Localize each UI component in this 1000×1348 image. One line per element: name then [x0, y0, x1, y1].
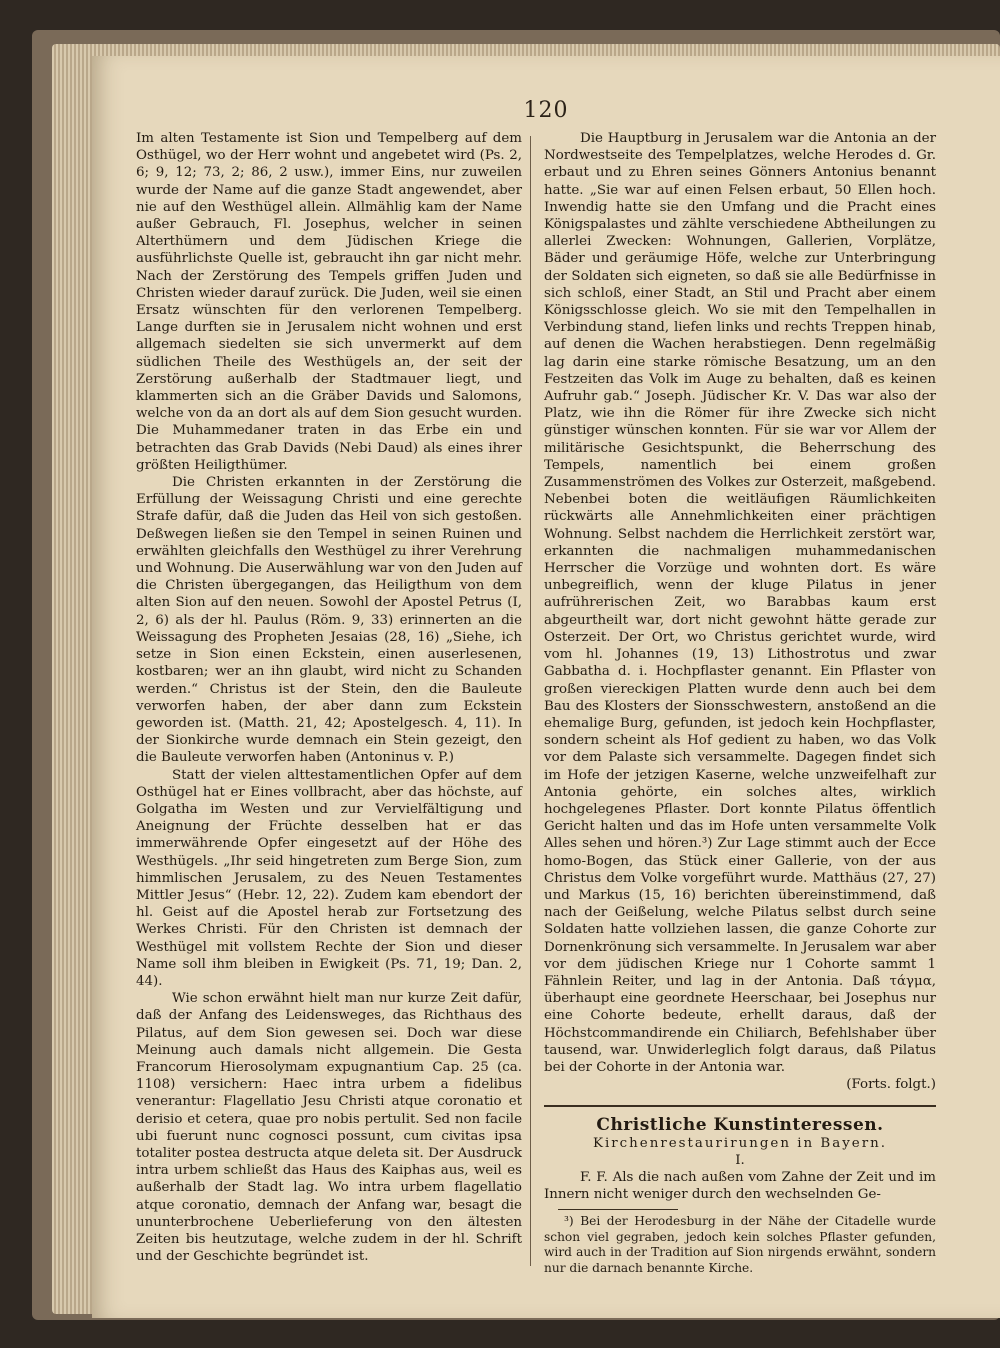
- paragraph: Statt der vielen alttestamentlichen Opfer auf dem Osthügel hat er Eines vollbracht, aber das höchste, auf Golgatha im Westen und zur Vervielfältigung und Aneignung der Früchte desselben hat er das immerwährende Opfer eingesetzt auf der Höhe des Westhügels. „Ihr seid hingetreten zum Berge Sion, zum himmlischen Jerusalem, zu des Neuen Testamentes Mittler Jesus“ (Hebr. 12, 22). Zudem kam ebendort der hl. Geist auf die Apostel herab zur Fortsetzung des Werkes Christi. Für den Christen ist demnach der Westhügel mit vollstem Rechte der Sion und dieser Name soll ihm bleiben in Ewigkeit (Ps. 71, 19; Dan. 2, 44).: [136, 767, 522, 989]
- paragraph: Die Hauptburg in Jerusalem war die Antonia an der Nordwestseite des Tempelplatzes, welche Herodes d. Gr. erbaut und zu Ehren seines Gönners Antonius benannt hatte. „Sie war auf einen Felsen erbaut, 50 Ellen hoch. Inwendig hatte sie den Umfang und die Pracht eines Königspalastes und zählte verschiedene Abtheilungen zu allerlei Zwecken: Wohnungen, Gallerien, Vorplätze, Bäder und geräumige Höfe, welche zur Unterbringung der Soldaten sich eigneten, so daß sie alle Bedürfnisse in sich schloß, einer Stadt, an Stil und Pracht aber einem Königsschlosse gleich. Wo sie mit den Tempelhallen in Verbindung stand, liefen links und rechts Treppen hinab, auf denen die Wachen herabstiegen. Denn regelmäßig lag darin eine starke römische Besatzung, um an den Festzeiten das Volk im Auge zu behalten, daß es keinen Aufruhr gab.“ Joseph. Jüdischer Kr. V. Das war also der Platz, wie ihn die Römer für ihre Zwecke sich nicht günstiger wünschen konnten. Für sie war vor Allem der militärische Gesichtspunkt, die Beherrschung des Tempels, namentlich bei einem großen Zusammenströmen des Volkes zur Osterzeit, maßgebend. Nebenbei boten die weitläufigen Räumlichkeiten rückwärts alle Annehmlichkeiten einer prächtigen Wohnung. Selbst nachdem die Herrlichkeit zerstört war, erkannten die nachmaligen muhammedanischen Herrscher die Vorzüge und wohnten dort. Es wäre unbegreiflich, wenn der kluge Pilatus in jener aufrührerischen Zeit, wo Barabbas kaum erst abgeurtheilt war, dort nicht gewohnt hätte gerade zur Osterzeit. Der Ort, wo Christus gerichtet wurde, wird vom hl. Johannes (19, 13) Lithostrotus und zwar Gabbatha d. i. Hochpflaster genannt. Ein Pflaster von großen viereckigen Platten wurde denn auch bei dem Bau des Klosters der Sionsschwestern, anstoßend an die ehemalige Burg, gefunden, ist jedoch kein Hochpflaster, sondern scheint als Hof gedient zu haben, wo das Volk vor dem Palaste sich versammelte. Dagegen findet sich im Hofe der jetzigen Kaserne, welche unzweifelhaft zur Antonia gehörte, ein solches altes, wirklich hochgelegenes Pflaster. Dort konnte Pilatus öffentlich Gericht halten und das im Hofe unten versammelte Volk Alles sehen und hören.³) Zur Lage stimmt auch der Ecce homo-Bogen, das Stück einer Gallerie, von der aus Christus dem Volke vorgeführt wurde. Matthäus (27, 27) und Markus (15, 16) berichten übereinstimmend, daß nach der Geißelung, welche Pilatus selbst durch seine Soldaten hatte vollziehen lassen, die ganze Cohorte zur Dornenkrönung sich versammelte. In Jerusalem war aber vor dem jüdischen Kriege nur 1 Cohorte sammt 1 Fähnlein Reiter, und lag in der Antonia. Daß τάγμα, überhaupt eine geordnete Heerschaar, bei Josephus nur eine Cohorte bedeute, erhellt daraus, daß der Höchstcommandirende ein Chiliarch, Befehlshaber über tausend, war. Unwiderleglich folgt daraus, daß Pilatus bei der Cohorte in der Antonia war.: [544, 131, 936, 1075]
- column-divider: [530, 136, 531, 1266]
- footnote-text: ³) Bei der Herodesburg in der Nähe der Citadelle wurde schon viel gegraben, jedoch kein solches Pflaster gefunden, wird auch in der Tradition auf Sion nirgends erwähnt, sondern nur die darnach benannte Kirche.: [544, 1214, 936, 1275]
- section-number: I.: [735, 1152, 745, 1168]
- continued-label: (Forts. folgt.): [846, 1077, 936, 1093]
- paragraph: Wie schon erwähnt hielt man nur kurze Zeit dafür, daß der Anfang des Leidensweges, das Richthaus des Pilatus, auf dem Sion gewesen sei. Doch war diese Meinung auch damals nicht allgemein. Die Gesta Francorum Hierosolymam expugnantium Cap. 25 (ca. 1108) versichern: Haec intra urbem a fidelibus venerantur: Flagellatio Jesu Christi atque coronatio et derisio et cetera, quae pro nobis pertulit. Sed non facile ubi fuerunt nunc cognosci possunt, cum civitas ipsa totaliter postea destructa atque deleta sit. Der Ausdruck intra urbem schließt das Haus des Kaiphas aus, weil es außerhalb der Stadt lag. Wo intra urbem flagellatio atque coronatio, demnach der Anfang war, besagt die ununterbrochene Ueberlieferung von den ältesten Zeiten bis heutzutage, welche zudem in der hl. Schrift und der Geschichte begründet ist.: [136, 991, 522, 1265]
- footnote: [544, 1214, 936, 1276]
- section-subtitle: Kirchenrestaurirungen in Bayern.: [592, 1135, 887, 1151]
- paragraph: Im alten Testamente ist Sion und Tempelberg auf dem Osthügel, wo der Herr wohnt und angebetet wird (Ps. 2, 6; 9, 12; 73, 2; 86, 2 usw.), immer Eins, nur zuweilen wurde der Name auf die ganze Stadt angewendet, aber nie auf den Westhügel allein. Allmählig kam der Name außer Gebrauch, Fl. Josephus, welcher in seinen Alterthümern und dem Jüdischen Kriege die ausführlichste Quelle ist, gebraucht ihn gar nicht mehr. Nach der Zerstörung des Tempels griffen Juden und Christen wieder darauf zurück. Die Juden, weil sie einen Ersatz wünschten für den verlorenen Tempelberg. Lange durften sie in Jerusalem nicht wohnen und erst allgemach siedelten sie sich unvermerkt auf dem südlichen Theile des Westhügels an, der seit der Zerstörung außerhalb der Stadtmauer liegt, und klammerten sich an die Gräber Davids und Salomons, welche von da an dort als auf dem Sion gesucht wurden. Die Muhammedaner traten in das Erbe ein und betrachten das Grab Davids (Nebi Daud) als eines ihrer größten Heiligthümer.: [136, 131, 522, 473]
- page: [92, 56, 1000, 1318]
- section-title: Christliche Kunstinteressen.: [596, 1115, 884, 1136]
- page-number: 120: [523, 98, 569, 123]
- section-text: F. F. Als die nach außen vom Zahne der Zeit und im Innern nicht weniger durch den wechselnden Ge-: [544, 1169, 936, 1203]
- footnote-rule: [558, 1209, 678, 1210]
- left-column: [136, 130, 522, 1265]
- section-rule: [544, 1105, 936, 1107]
- paragraph: Die Christen erkannten in der Zerstörung die Erfüllung der Weissagung Christi und eine gerechte Strafe dafür, daß die Juden das Heil von sich gestoßen. Deßwegen ließen sie den Tempel in seinen Ruinen und erwählten gleichfalls den Westhügel zu ihrer Verehrung und Wohnung. Die Auserwählung war von den Juden auf die Christen übergegangen, das Heiligthum von dem alten Sion auf den neuen. Sowohl der Apostel Petrus (I, 2, 6) als der hl. Paulus (Röm. 9, 33) erinnerten an die Weissagung des Propheten Jesaias (28, 16) „Siehe, ich setze in Sion einen Eckstein, einen auserlesenen, kostbaren; wer an ihn glaubt, wird nicht zu Schanden werden.“ Christus ist der Stein, den die Bauleute verworfen haben, der aber dann zum Eckstein geworden ist. (Matth. 21, 42; Apostelgesch. 4, 11). In der Sionkirche wurde demnach ein Stein gezeigt, den die Bauleute verworfen haben (Antoninus v. P.): [136, 475, 522, 766]
- right-column: [544, 130, 936, 1276]
